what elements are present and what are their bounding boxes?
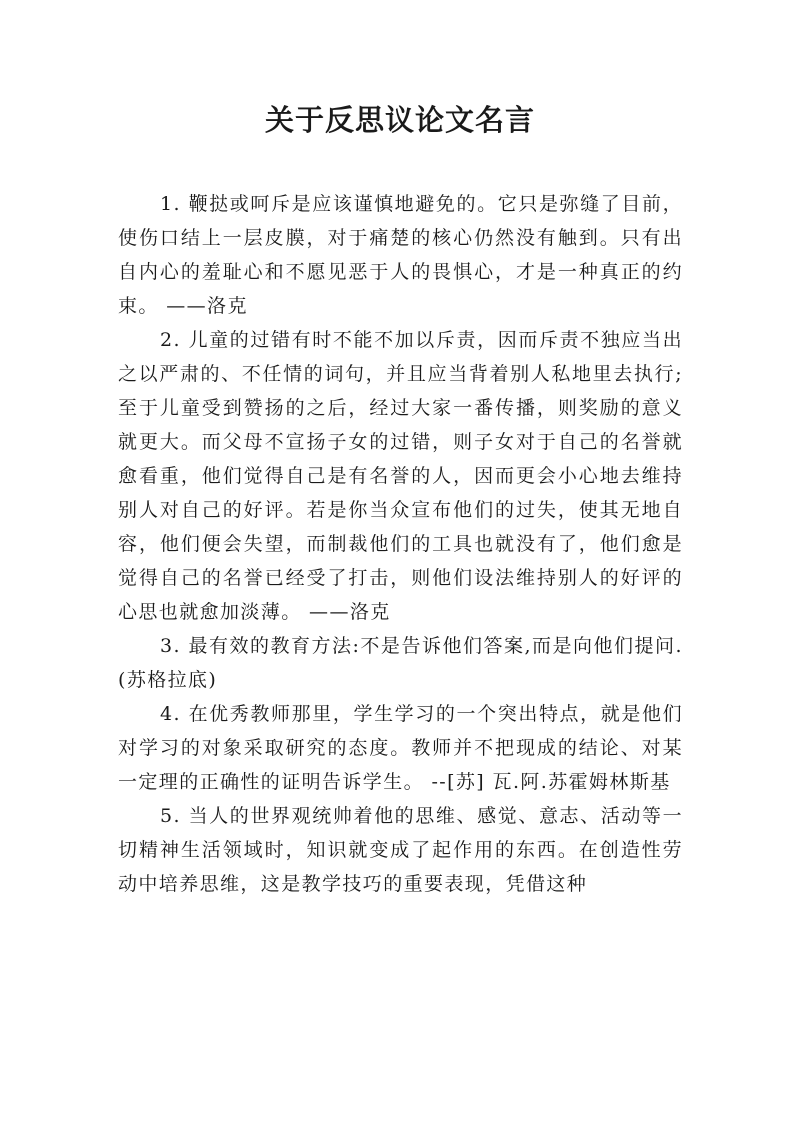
quote-paragraph-2: 2. 儿童的过错有时不能不加以斥责，因而斥责不独应当出之以严肃的、不任情的词句，并且应当背着别人私地里去执行;至于儿童受到赞扬的之后，经过大家一番传播，则奖励的意义就更大。而父母不宣扬子女的过错，则子女对于自己的名誉就愈看重，他们觉得自己是有名誉的人，因而更会小心地去维持别人对自己的好评。若是你当众宣布他们的过失，使其无地自容，他们便会失望，而制裁他们的工具也就没有了，他们愈是觉得自己的名誉已经受了打击，则他们设法维持别人的好评的心思也就愈加淡薄。 ——洛克 <box>118 329 683 623</box>
quote-paragraph-3: 3. 最有效的教育方法:不是告诉他们答案,而是向他们提问.(苏格拉底) <box>118 635 683 691</box>
quote-paragraph-1: 1. 鞭挞或呵斥是应该谨慎地避免的。它只是弥缝了目前，使伤口结上一层皮膜，对于痛楚的核心仍然没有触到。只有出自内心的羞耻心和不愿见恶于人的畏惧心，才是一种真正的约束。 ——洛克 <box>118 193 683 317</box>
quote-paragraph-4: 4. 在优秀教师那里，学生学习的一个突出特点，就是他们对学习的对象采取研究的态度。教师并不把现成的结论、对某一定理的正确性的证明告诉学生。 --[苏] 瓦.阿.苏霍姆林斯基 <box>118 703 683 793</box>
quote-paragraph-5: 5. 当人的世界观统帅着他的思维、感觉、意志、活动等一切精神生活领域时，知识就变成了起作用的东西。在创造性劳动中培养思维，这是教学技巧的重要表现，凭借这种 <box>118 805 683 895</box>
document-body <box>118 187 683 901</box>
document-title: 关于反思议论文名言 <box>264 103 535 137</box>
